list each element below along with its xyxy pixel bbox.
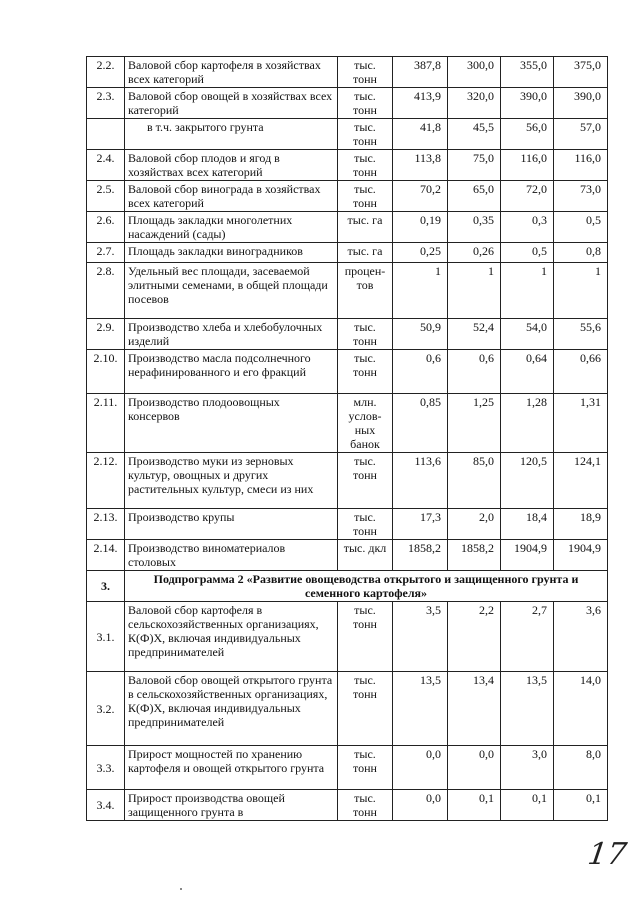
value-cell: 70,2 xyxy=(393,181,448,212)
value-cell: 1,28 xyxy=(501,394,554,453)
value-cell: 1 xyxy=(554,263,608,319)
value-cell: 3,6 xyxy=(554,602,608,672)
value-cell: 320,0 xyxy=(448,88,501,119)
unit-cell: тыс. тонн xyxy=(338,509,393,540)
value-cell: 1858,2 xyxy=(393,540,448,571)
unit-cell: тыс. тонн xyxy=(338,150,393,181)
indicator-name: Площадь закладки многолетних насаждений (сады) xyxy=(125,212,338,243)
indicator-name: Валовой сбор плодов и ягод в хозяйствах всех категорий xyxy=(125,150,338,181)
row-number: 2.14. xyxy=(87,540,125,571)
value-cell: 55,6 xyxy=(554,319,608,350)
value-cell: 14,0 xyxy=(554,672,608,746)
unit-cell: тыс. тонн xyxy=(338,672,393,746)
value-cell: 2,2 xyxy=(448,602,501,672)
unit-cell: тыс. тонн xyxy=(338,181,393,212)
unit-cell: тыс. га xyxy=(338,243,393,263)
table-row xyxy=(87,150,608,181)
unit-cell: процен-тов xyxy=(338,263,393,319)
table-row xyxy=(87,540,608,571)
value-cell: 8,0 xyxy=(554,746,608,790)
indicator-name: Производство виноматериалов столовых xyxy=(125,540,338,571)
table-row xyxy=(87,394,608,453)
value-cell: 116,0 xyxy=(501,150,554,181)
indicator-name: Производство муки из зерновых культур, овощных и других растительных культур, смеси из них xyxy=(125,453,338,509)
section-title: Подпрограмма 2 «Развитие овощеводства открытого и защищенного грунта и семенного картофеля» xyxy=(125,571,608,602)
value-cell: 0,1 xyxy=(448,790,501,821)
unit-cell: тыс. тонн xyxy=(338,746,393,790)
value-cell: 13,4 xyxy=(448,672,501,746)
indicator-name: Валовой сбор овощей открытого грунта в сельскохозяйственных организациях, К(Ф)Х, включая индивидуальных предпринимателей xyxy=(125,672,338,746)
value-cell: 45,5 xyxy=(448,119,501,150)
value-cell: 120,5 xyxy=(501,453,554,509)
value-cell: 3,0 xyxy=(501,746,554,790)
table-row xyxy=(87,509,608,540)
value-cell: 1 xyxy=(501,263,554,319)
indicator-name: Прирост производства овощей защищенного грунта в xyxy=(125,790,338,821)
unit-cell: тыс. тонн xyxy=(338,88,393,119)
value-cell: 17,3 xyxy=(393,509,448,540)
table-row xyxy=(87,181,608,212)
value-cell: 57,0 xyxy=(554,119,608,150)
value-cell: 0,3 xyxy=(501,212,554,243)
value-cell: 0,25 xyxy=(393,243,448,263)
value-cell: 18,4 xyxy=(501,509,554,540)
row-number: 2.3. xyxy=(87,88,125,119)
indicators-table xyxy=(86,56,608,821)
row-number: 2.8. xyxy=(87,263,125,319)
row-number: 3.4. xyxy=(87,790,125,821)
value-cell: 85,0 xyxy=(448,453,501,509)
table-row xyxy=(87,672,608,746)
table-row xyxy=(87,263,608,319)
unit-cell: тыс. тонн xyxy=(338,119,393,150)
value-cell: 18,9 xyxy=(554,509,608,540)
section-number: 3. xyxy=(87,571,125,602)
value-cell: 355,0 xyxy=(501,57,554,88)
row-number: 2.12. xyxy=(87,453,125,509)
value-cell: 0,26 xyxy=(448,243,501,263)
value-cell: 124,1 xyxy=(554,453,608,509)
indicator-name: Производство масла подсолнечного нерафинированного и его фракций xyxy=(125,350,338,394)
value-cell: 1858,2 xyxy=(448,540,501,571)
row-number: 2.2. xyxy=(87,57,125,88)
value-cell: 3,5 xyxy=(393,602,448,672)
indicator-name: Валовой сбор винограда в хозяйствах всех категорий xyxy=(125,181,338,212)
value-cell: 0,5 xyxy=(501,243,554,263)
unit-cell: тыс. тонн xyxy=(338,350,393,394)
table-row xyxy=(87,319,608,350)
value-cell: 1904,9 xyxy=(501,540,554,571)
value-cell: 2,0 xyxy=(448,509,501,540)
unit-cell: тыс. тонн xyxy=(338,319,393,350)
value-cell: 1 xyxy=(448,263,501,319)
value-cell: 1904,9 xyxy=(554,540,608,571)
row-number: 3.1. xyxy=(87,602,125,672)
value-cell: 75,0 xyxy=(448,150,501,181)
indicator-name: Производство плодоовощных консервов xyxy=(125,394,338,453)
value-cell: 0,35 xyxy=(448,212,501,243)
table-row xyxy=(87,119,608,150)
row-number xyxy=(87,119,125,150)
unit-cell: тыс. га xyxy=(338,212,393,243)
unit-cell: тыс. дкл xyxy=(338,540,393,571)
unit-cell: тыс. тонн xyxy=(338,57,393,88)
row-number: 2.9. xyxy=(87,319,125,350)
table-row xyxy=(87,57,608,88)
row-number: 2.6. xyxy=(87,212,125,243)
unit-cell: тыс. тонн xyxy=(338,790,393,821)
value-cell: 54,0 xyxy=(501,319,554,350)
value-cell: 0,0 xyxy=(448,746,501,790)
row-number: 3.3. xyxy=(87,746,125,790)
row-number: 2.13. xyxy=(87,509,125,540)
table-row xyxy=(87,453,608,509)
table-row xyxy=(87,212,608,243)
value-cell: 300,0 xyxy=(448,57,501,88)
row-number: 2.10. xyxy=(87,350,125,394)
row-number: 2.4. xyxy=(87,150,125,181)
value-cell: 72,0 xyxy=(501,181,554,212)
value-cell: 0,1 xyxy=(501,790,554,821)
value-cell: 1,31 xyxy=(554,394,608,453)
indicator-name: Производство хлеба и хлебобулочных изделий xyxy=(125,319,338,350)
table-row xyxy=(87,602,608,672)
value-cell: 13,5 xyxy=(501,672,554,746)
value-cell: 2,7 xyxy=(501,602,554,672)
value-cell: 390,0 xyxy=(501,88,554,119)
value-cell: 116,0 xyxy=(554,150,608,181)
value-cell: 0,64 xyxy=(501,350,554,394)
value-cell: 50,9 xyxy=(393,319,448,350)
table-row xyxy=(87,88,608,119)
indicator-name: Удельный вес площади, засеваемой элитными семенами, в общей площади посевов xyxy=(125,263,338,319)
indicator-name: Валовой сбор картофеля в сельскохозяйственных организациях, К(Ф)Х, включая индивидуальных предпринимателей xyxy=(125,602,338,672)
value-cell: 113,6 xyxy=(393,453,448,509)
row-number: 2.5. xyxy=(87,181,125,212)
table-row xyxy=(87,350,608,394)
table-body xyxy=(87,57,608,821)
indicator-name: Прирост мощностей по хранению картофеля и овощей открытого грунта xyxy=(125,746,338,790)
value-cell: 0,6 xyxy=(393,350,448,394)
value-cell: 0,19 xyxy=(393,212,448,243)
value-cell: 0,6 xyxy=(448,350,501,394)
unit-cell: млн. услов-ных банок xyxy=(338,394,393,453)
value-cell: 0,1 xyxy=(554,790,608,821)
row-number: 3.2. xyxy=(87,672,125,746)
value-cell: 0,0 xyxy=(393,790,448,821)
value-cell: 73,0 xyxy=(554,181,608,212)
value-cell: 375,0 xyxy=(554,57,608,88)
value-cell: 387,8 xyxy=(393,57,448,88)
value-cell: 65,0 xyxy=(448,181,501,212)
page-number: 17 xyxy=(585,837,629,872)
unit-cell: тыс. тонн xyxy=(338,453,393,509)
value-cell: 1,25 xyxy=(448,394,501,453)
row-number: 2.7. xyxy=(87,243,125,263)
value-cell: 0,85 xyxy=(393,394,448,453)
value-cell: 0,66 xyxy=(554,350,608,394)
value-cell: 413,9 xyxy=(393,88,448,119)
indicator-name: Валовой сбор картофеля в хозяйствах всех категорий xyxy=(125,57,338,88)
table-row xyxy=(87,746,608,790)
value-cell: 41,8 xyxy=(393,119,448,150)
indicator-name: Площадь закладки виноградников xyxy=(125,243,338,263)
indicator-name: Производство крупы xyxy=(125,509,338,540)
indicator-name: Валовой сбор овощей в хозяйствах всех категорий xyxy=(125,88,338,119)
unit-cell: тыс. тонн xyxy=(338,602,393,672)
value-cell: 1 xyxy=(393,263,448,319)
value-cell: 56,0 xyxy=(501,119,554,150)
indicator-name: в т.ч. закрытого грунта xyxy=(125,119,338,150)
value-cell: 0,5 xyxy=(554,212,608,243)
value-cell: 0,0 xyxy=(393,746,448,790)
value-cell: 52,4 xyxy=(448,319,501,350)
scan-speck xyxy=(180,888,182,890)
table-row xyxy=(87,790,608,821)
value-cell: 390,0 xyxy=(554,88,608,119)
table-row xyxy=(87,243,608,263)
section-row xyxy=(87,571,608,602)
value-cell: 113,8 xyxy=(393,150,448,181)
row-number: 2.11. xyxy=(87,394,125,453)
value-cell: 0,8 xyxy=(554,243,608,263)
value-cell: 13,5 xyxy=(393,672,448,746)
